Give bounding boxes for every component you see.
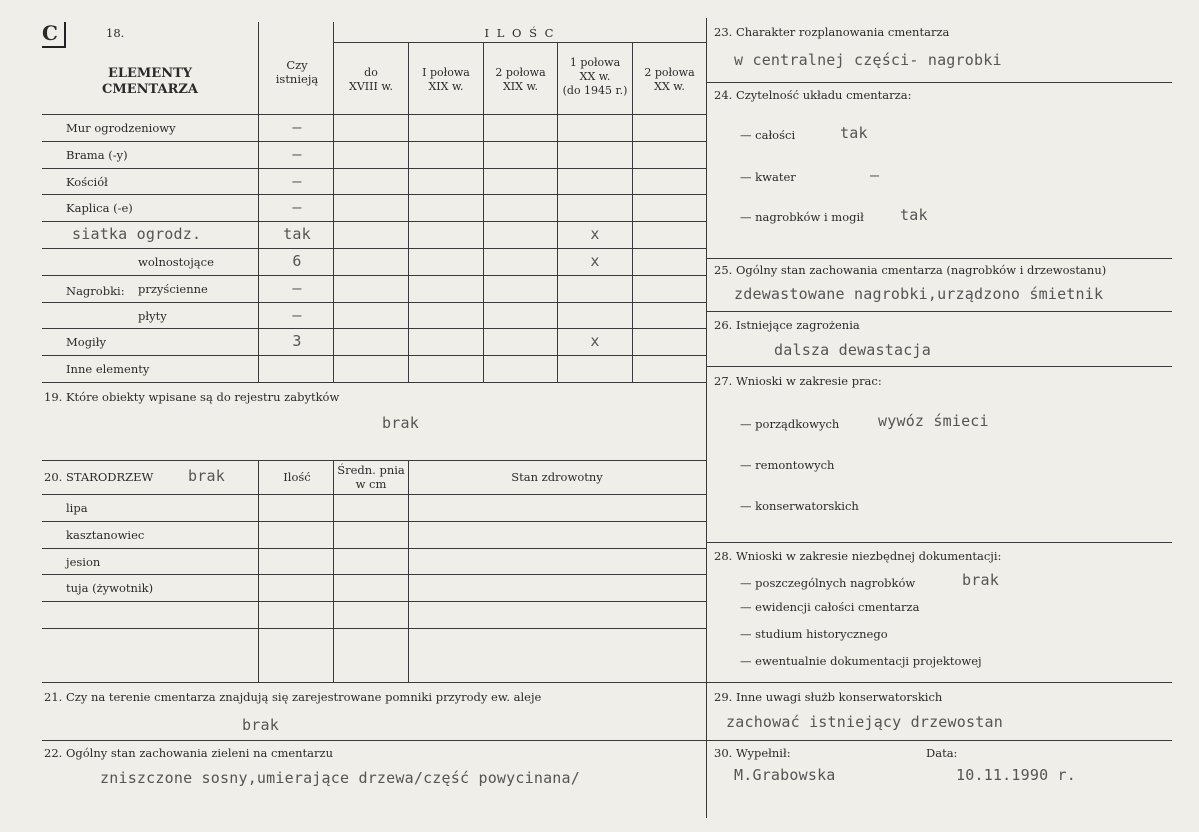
tree-row-label: kasztanowiec	[66, 528, 145, 542]
section-18-number: 18.	[106, 26, 125, 40]
card-letter: C	[42, 22, 66, 48]
legibility-item-label: — nagrobków i mogił	[740, 210, 864, 224]
documentation-item-label: — studium historycznego	[740, 627, 888, 641]
section-28-label: 28. Wnioski w zakresie niezbędnej dokumentacji:	[714, 549, 1002, 563]
element-row-mark: x	[590, 225, 600, 243]
section-24-label: 24. Czytelność układu cmentarza:	[714, 88, 912, 102]
documentation-item-label: — poszczególnych nagrobków	[740, 576, 916, 590]
section-23-value: w centralnej części- nagrobki	[734, 51, 1002, 69]
element-row-exists: –	[292, 118, 302, 136]
section-19-value: brak	[382, 414, 419, 432]
tree-row-label: jesion	[66, 555, 101, 569]
section-26-value: dalsza dewastacja	[774, 341, 931, 359]
col-period: I połowa XIX w.	[422, 66, 470, 93]
col-tree-ilosc: Ilość	[283, 470, 311, 484]
date-value: 10.11.1990 r.	[956, 766, 1076, 784]
section-22-value: zniszczone sosny,umierające drzewa/część powycinana/	[100, 769, 580, 787]
section-30-label: 30. Wypełnił:	[714, 746, 791, 760]
nagrobki-label: Nagrobki:	[66, 284, 125, 298]
section-20-label: 20. STARODRZEW	[44, 470, 154, 484]
col-tree-stan: Stan zdrowotny	[511, 470, 603, 484]
works-item-label: — remontowych	[740, 458, 835, 472]
legibility-item-value: tak	[900, 206, 928, 224]
documentation-item-value: brak	[962, 571, 999, 589]
element-row-mark: x	[590, 332, 600, 350]
col-czy-istnieja: Czy istnieją	[275, 58, 319, 86]
section-27-label: 27. Wnioski w zakresie prac:	[714, 374, 882, 388]
section-19-label: 19. Które obiekty wpisane są do rejestru zabytków	[44, 390, 340, 404]
col-period: 1 połowa XX w. (do 1945 r.)	[562, 56, 628, 97]
element-row-label: płyty	[138, 309, 167, 323]
section-20-value: brak	[188, 467, 225, 485]
element-row-label: Inne elementy	[66, 362, 150, 376]
section-26-label: 26. Istniejące zagrożenia	[714, 318, 860, 332]
element-row-label: przyścienne	[138, 282, 208, 296]
element-row-label: siatka ogrodz.	[72, 225, 202, 243]
element-row-label: Mogiły	[66, 335, 106, 349]
section-21-label: 21. Czy na terenie cmentarza znajdują się zarejestrowane pomniki przyrody ew. aleje	[44, 690, 542, 704]
col-period: 2 połowa XIX w.	[495, 66, 546, 93]
section-21-value: brak	[242, 716, 279, 734]
filled-by-name: M.Grabowska	[734, 766, 836, 784]
tree-row-label: lipa	[66, 501, 88, 515]
documentation-item-label: — ewidencji całości cmentarza	[740, 600, 920, 614]
works-item-value: wywóz śmieci	[878, 412, 989, 430]
documentation-item-label: — ewentualnie dokumentacji projektowej	[740, 654, 982, 668]
element-row-label: Brama (-y)	[66, 148, 128, 162]
works-item-label: — porządkowych	[740, 417, 840, 431]
elements-title: ELEMENTY CMENTARZA	[102, 66, 198, 97]
element-row-exists: 6	[292, 252, 302, 270]
element-row-label: Mur ogrodzeniowy	[66, 121, 176, 135]
col-tree-srednica: Średn. pnia w cm	[337, 463, 405, 491]
legibility-item-label: — całości	[740, 128, 796, 142]
col-period: do XVIII w.	[349, 66, 393, 93]
section-25-value: zdewastowane nagrobki,urządzono śmietnik	[734, 285, 1104, 303]
element-row-label: Kaplica (-e)	[66, 201, 133, 215]
element-row-exists: –	[292, 145, 302, 163]
element-row-exists: 3	[292, 332, 302, 350]
legibility-item-value: tak	[840, 124, 868, 142]
element-row-exists: tak	[283, 225, 311, 243]
legibility-item-label: — kwater	[740, 170, 796, 184]
works-item-label: — konserwatorskich	[740, 499, 859, 513]
section-29-label: 29. Inne uwagi służb konserwatorskich	[714, 690, 943, 704]
legibility-item-value: –	[870, 166, 880, 184]
element-row-label: wolnostojące	[138, 255, 214, 269]
element-row-exists: –	[292, 198, 302, 216]
element-row-exists: –	[292, 172, 302, 190]
section-29-value: zachować istniejący drzewostan	[726, 713, 1003, 731]
section-22-label: 22. Ogólny stan zachowania zieleni na cmentarzu	[44, 746, 333, 760]
element-row-mark: x	[590, 252, 600, 270]
col-ilosc: I L O Ś C	[484, 26, 556, 40]
tree-row-label: tuja (żywotnik)	[66, 581, 154, 595]
col-period: 2 połowa XX w.	[644, 66, 695, 93]
section-25-label: 25. Ogólny stan zachowania cmentarza (nagrobków i drzewostanu)	[714, 263, 1107, 277]
section-23-label: 23. Charakter rozplanowania cmentarza	[714, 25, 950, 39]
element-row-exists: –	[292, 279, 302, 297]
element-row-label: Kościół	[66, 175, 108, 189]
element-row-exists: –	[292, 306, 302, 324]
date-label: Data:	[926, 746, 958, 760]
